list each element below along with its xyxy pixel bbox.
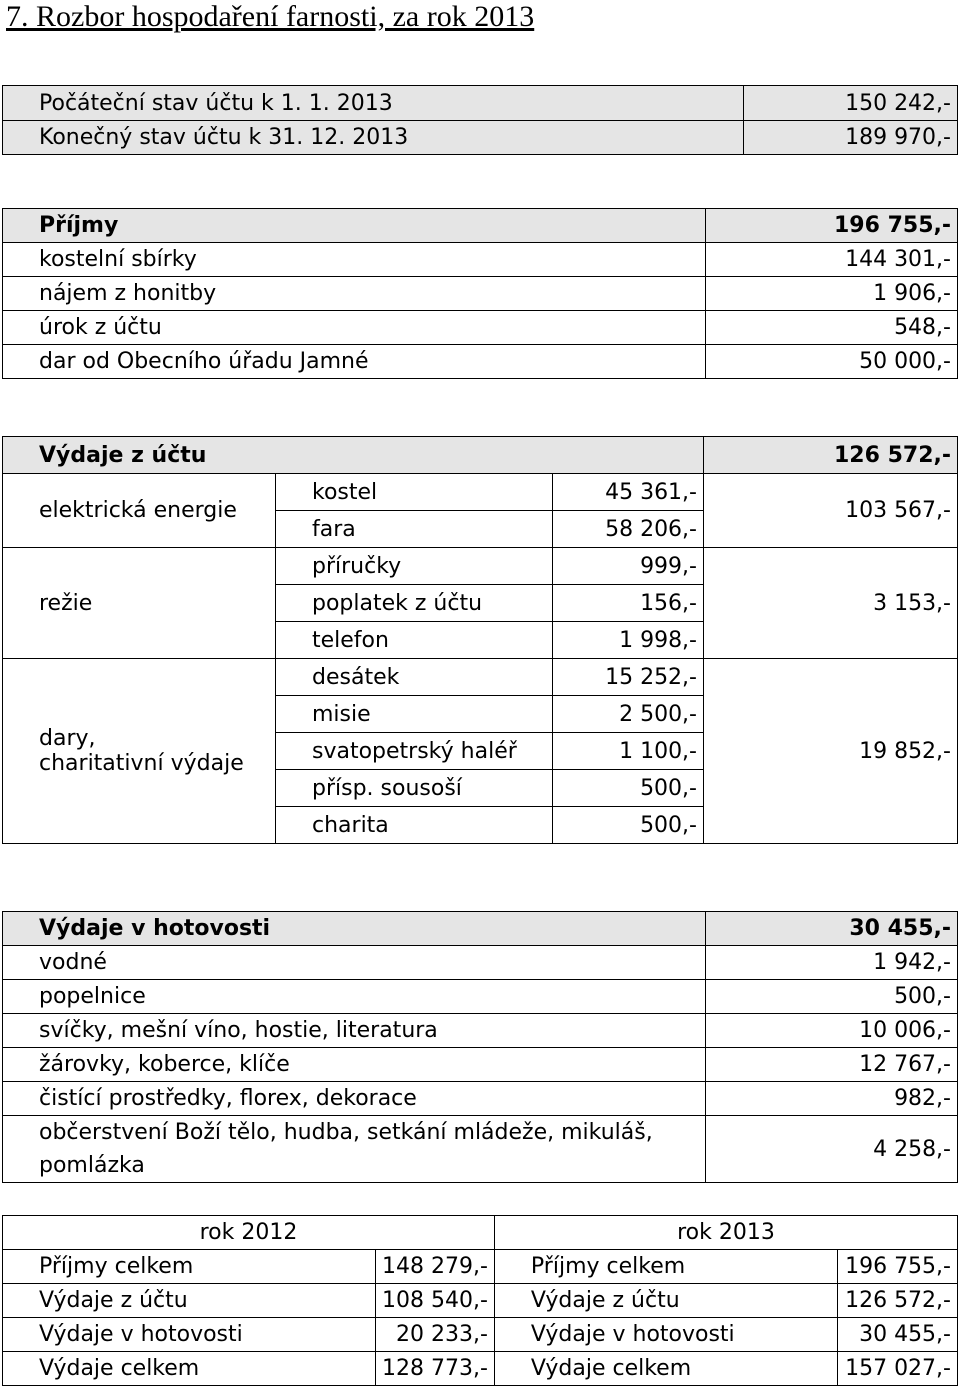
table-row	[3, 311, 958, 345]
expense-item-label: svatopetrský haléř	[276, 733, 553, 770]
comparison-table	[2, 1215, 958, 1386]
comparison-label: Příjmy celkem	[3, 1250, 376, 1284]
expense-item-label: příručky	[276, 548, 553, 585]
table-row	[3, 121, 958, 155]
expense-category-total: 103 567,-	[704, 474, 958, 548]
cash-expenses-header-value: 30 455,-	[706, 912, 958, 946]
comparison-label: Výdaje z účtu	[494, 1284, 837, 1318]
comparison-label: Výdaje z účtu	[3, 1284, 376, 1318]
account-expenses-header-label: Výdaje z účtu	[3, 437, 704, 474]
income-item-label: nájem z honitby	[3, 277, 706, 311]
comparison-value: 196 755,-	[837, 1250, 957, 1284]
expense-item-label: poplatek z účtu	[276, 585, 553, 622]
expense-category-line: charitativní výdaje	[39, 751, 244, 776]
table-row	[3, 277, 958, 311]
cash-expense-label: čistící prostředky, florex, dekorace	[3, 1082, 706, 1116]
expense-item-label: charita	[276, 807, 553, 844]
cash-expense-value: 10 006,-	[706, 1014, 958, 1048]
table-row	[3, 1318, 958, 1352]
income-header-value: 196 755,-	[706, 209, 958, 243]
expense-item-value: 156,-	[553, 585, 704, 622]
opening-balance-value: 150 242,-	[744, 86, 958, 121]
expense-item-value: 2 500,-	[553, 696, 704, 733]
comparison-value: 148 279,-	[376, 1250, 495, 1284]
cash-expense-value: 12 767,-	[706, 1048, 958, 1082]
account-expenses-header-value: 126 572,-	[704, 437, 958, 474]
table-row	[3, 86, 958, 121]
cash-expense-label: popelnice	[3, 980, 706, 1014]
expense-item-value: 999,-	[553, 548, 704, 585]
cash-expense-value: 4 258,-	[706, 1116, 958, 1183]
table-row	[3, 243, 958, 277]
cash-expense-label	[3, 1116, 706, 1183]
cash-expenses-table	[2, 911, 958, 1183]
table-row	[3, 659, 958, 696]
comparison-value: 20 233,-	[376, 1318, 495, 1352]
cash-expense-label-line: pomlázka	[39, 1153, 145, 1178]
comparison-value: 108 540,-	[376, 1284, 495, 1318]
comparison-value: 128 773,-	[376, 1352, 495, 1386]
expense-category	[3, 659, 276, 844]
income-item-value: 1 906,-	[706, 277, 958, 311]
expense-item-value: 1 100,-	[553, 733, 704, 770]
table-header-row	[3, 209, 958, 243]
cash-expense-value: 1 942,-	[706, 946, 958, 980]
expense-item-label: misie	[276, 696, 553, 733]
expense-item-value: 58 206,-	[553, 511, 704, 548]
comparison-label: Výdaje v hotovosti	[494, 1318, 837, 1352]
table-header-row	[3, 912, 958, 946]
expense-item-value: 45 361,-	[553, 474, 704, 511]
table-header-row	[3, 1216, 958, 1250]
income-item-label: dar od Obecního úřadu Jamné	[3, 345, 706, 379]
table-row	[3, 946, 958, 980]
table-row	[3, 474, 958, 511]
opening-balance-label: Počáteční stav účtu k 1. 1. 2013	[3, 86, 744, 121]
cash-expense-value: 500,-	[706, 980, 958, 1014]
table-row	[3, 1284, 958, 1318]
table-header-row	[3, 437, 958, 474]
balance-table	[2, 85, 958, 155]
income-header-label: Příjmy	[3, 209, 706, 243]
table-row	[3, 1116, 958, 1183]
expense-category-total: 3 153,-	[704, 548, 958, 659]
income-item-label: úrok z účtu	[3, 311, 706, 345]
cash-expense-label: vodné	[3, 946, 706, 980]
expense-item-value: 15 252,-	[553, 659, 704, 696]
cash-expense-label: svíčky, mešní víno, hostie, literatura	[3, 1014, 706, 1048]
expense-category: režie	[3, 548, 276, 659]
table-row	[3, 1082, 958, 1116]
table-row	[3, 1048, 958, 1082]
page-title: 7. Rozbor hospodaření farnosti, za rok 2013	[6, 0, 535, 33]
table-row	[3, 1014, 958, 1048]
expense-item-value: 500,-	[553, 807, 704, 844]
expense-category-total: 19 852,-	[704, 659, 958, 844]
cash-expenses-header-label: Výdaje v hotovosti	[3, 912, 706, 946]
table-row	[3, 980, 958, 1014]
expense-item-label: fara	[276, 511, 553, 548]
table-row	[3, 345, 958, 379]
comparison-value: 157 027,-	[837, 1352, 957, 1386]
income-item-label: kostelní sbírky	[3, 243, 706, 277]
comparison-label: Výdaje v hotovosti	[3, 1318, 376, 1352]
income-item-value: 548,-	[706, 311, 958, 345]
expense-item-value: 1 998,-	[553, 622, 704, 659]
table-row	[3, 1250, 958, 1284]
closing-balance-label: Konečný stav účtu k 31. 12. 2013	[3, 121, 744, 155]
comparison-label: Výdaje celkem	[494, 1352, 837, 1386]
expense-category-line: dary,	[39, 726, 96, 751]
closing-balance-value: 189 970,-	[744, 121, 958, 155]
income-table	[2, 208, 958, 379]
expense-item-label: kostel	[276, 474, 553, 511]
expense-item-label: desátek	[276, 659, 553, 696]
table-row	[3, 1352, 958, 1386]
expense-item-label: telefon	[276, 622, 553, 659]
year-2012-header: rok 2012	[3, 1216, 495, 1250]
cash-expense-label-line: občerstvení Boží tělo, hudba, setkání mládeže, mikuláš,	[39, 1120, 653, 1145]
comparison-value: 126 572,-	[837, 1284, 957, 1318]
comparison-label: Příjmy celkem	[494, 1250, 837, 1284]
table-row	[3, 548, 958, 585]
income-item-value: 144 301,-	[706, 243, 958, 277]
comparison-label: Výdaje celkem	[3, 1352, 376, 1386]
expense-item-label: přísp. sousoší	[276, 770, 553, 807]
account-expenses-table	[2, 436, 958, 844]
expense-category: elektrická energie	[3, 474, 276, 548]
year-2013-header: rok 2013	[494, 1216, 957, 1250]
comparison-value: 30 455,-	[837, 1318, 957, 1352]
expense-item-value: 500,-	[553, 770, 704, 807]
cash-expense-value: 982,-	[706, 1082, 958, 1116]
cash-expense-label: žárovky, koberce, klíče	[3, 1048, 706, 1082]
income-item-value: 50 000,-	[706, 345, 958, 379]
